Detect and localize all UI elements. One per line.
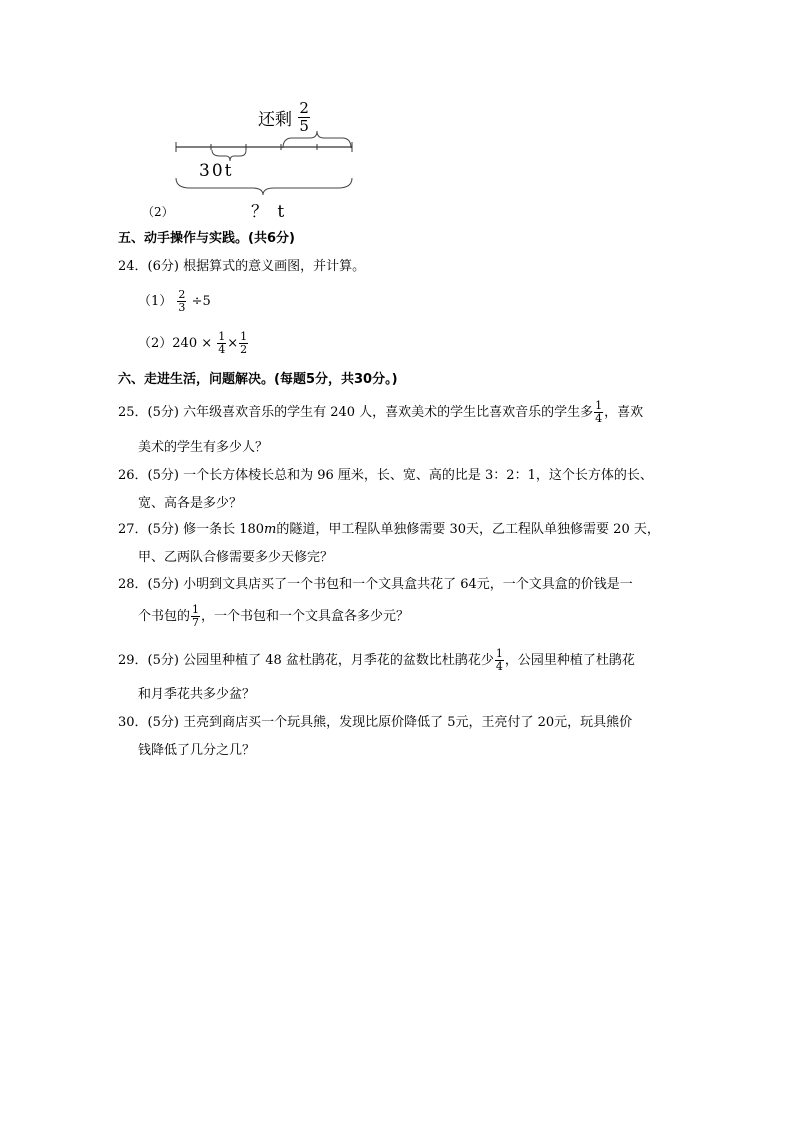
q27-line2: 甲、乙两队合修需要多少天修完？ [138, 550, 334, 565]
segment-label: 30t [199, 161, 234, 181]
total-label: ？ t [251, 202, 287, 222]
q24-p1-fraction: $\frac{2}{3}$ [178, 288, 186, 314]
q27-line1: 27．(5分) 修一条长 180m的隧道，甲工程队单独修需要 30天，乙工程队单独修需要 20 天， [118, 522, 660, 537]
remaining-label: 还剩 [258, 110, 292, 130]
q26-line2: 宽、高各是多少？ [138, 496, 243, 511]
remaining-fraction: $\frac{2}{5}$ [299, 99, 309, 135]
remaining-label-group [258, 100, 311, 135]
q28-fraction: $\frac{1}{7}$ [192, 603, 200, 629]
q28-line1: 28．(5分) 小明到文具店买了一个书包和一个文具盒共花了 64元，一个文具盒的价钱是一 [118, 577, 633, 592]
q24-p2-fraction1: $\frac{1}{4}$ [218, 330, 226, 356]
q24-p2-fraction2: $\frac{1}{2}$ [240, 330, 248, 356]
q24-part1: （1） $\frac{2}{3}$ ÷5 [138, 288, 211, 314]
segment-brace [212, 150, 246, 161]
q29-line1: 29．(5分) 公园里种植了 48 盆杜鹃花，月季花的盆数比杜鹃花少 $\frac{1}{4}$ ，公园里种植了杜鹃花 [118, 647, 635, 673]
q30-line1: 30．(5分) 王亮到商店买一个玩具熊，发现比原价降低了 5元，王亮付了 20元，玩具熊价 [118, 715, 633, 730]
q24-part2: （2）240 × $\frac{1}{4}$ × $\frac{1}{2}$ [138, 330, 248, 356]
q26-line1: 26．(5分) 一个长方体棱长总和为 96 厘米，长、宽、高的比是 3：2：1，这个长方体的长、 [118, 468, 653, 483]
line-segment-diagram [0, 0, 794, 230]
q25-fraction: $\frac{1}{4}$ [595, 399, 603, 425]
q28-line2: 个书包的 $\frac{1}{7}$ ，一个书包和一个文具盒各多少元？ [138, 603, 410, 629]
section5-heading: 五、动手操作与实践。(共6分) [118, 231, 295, 246]
q30-line2: 钱降低了几分之几？ [138, 743, 256, 758]
part-number: （2） [142, 205, 174, 219]
q25-line1: 25．(5分) 六年级喜欢音乐的学生有 240 人，喜欢美术的学生比喜欢音乐的学生多 $\frac{1}{4}$ ，喜欢 [118, 399, 644, 425]
q24-stem: 24．(6分) 根据算式的意义画图，并计算。 [118, 259, 366, 274]
q25-line2: 美术的学生有多少人？ [138, 440, 269, 455]
q29-line2: 和月季花共多少盆？ [138, 687, 256, 702]
section6-heading: 六、走进生活，问题解决。(每题5分，共30分。) [118, 372, 398, 387]
q29-fraction: $\frac{1}{4}$ [495, 647, 503, 673]
